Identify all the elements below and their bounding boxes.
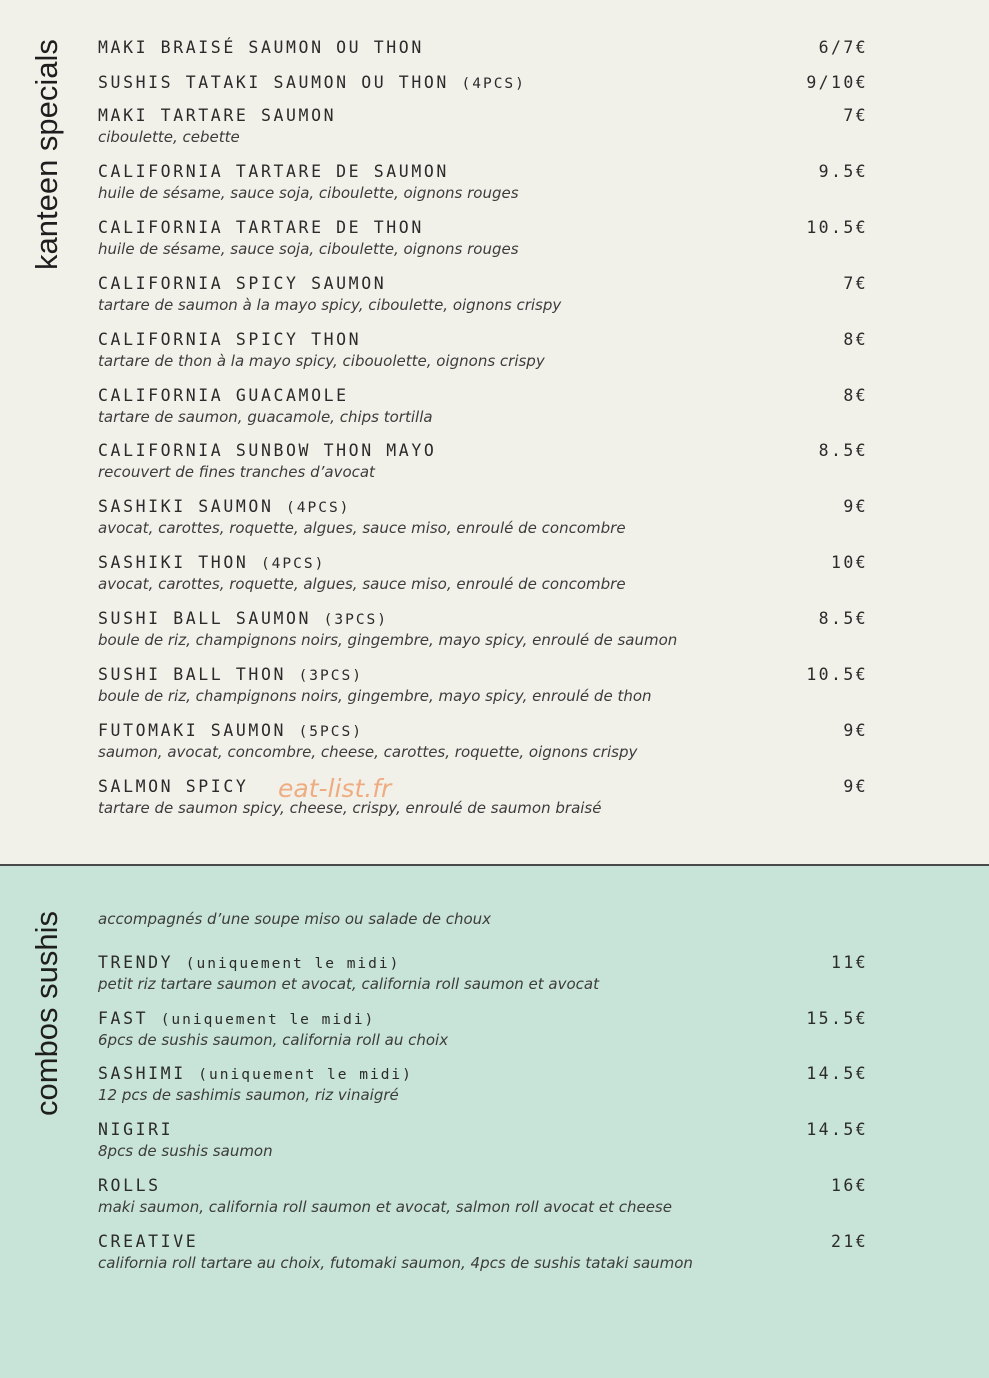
menu-item-title: TRENDY	[98, 953, 174, 972]
menu-item-qty: (3PCS)	[298, 668, 363, 684]
menu-item-name	[98, 73, 526, 94]
menu-item-description: maki saumon, california roll saumon et avocat, salmon roll avocat et cheese	[98, 1197, 672, 1216]
menu-item-description: tartare de saumon spicy, cheese, crispy, enroulé de saumon braisé	[98, 799, 602, 817]
menu-item-description: ciboulette, cebette	[98, 128, 240, 146]
menu-item-name	[98, 162, 449, 182]
menu-item-description: saumon, avocat, concombre, cheese, carottes, roquette, oignons crispy	[98, 743, 638, 761]
menu-item-name	[98, 721, 363, 742]
menu-item-qty: (3PCS)	[323, 612, 389, 628]
combos-sushis-title: combos sushis	[29, 910, 64, 1116]
menu-item-price: 21€	[830, 1231, 868, 1251]
menu-item-title: CALIFORNIA TARTARE DE SAUMON	[98, 162, 449, 181]
menu-item-title: CALIFORNIA SPICY THON	[98, 330, 362, 349]
menu-item-name	[98, 386, 349, 406]
menu-item-name	[98, 441, 436, 461]
menu-item-description: boule de riz, champignons noirs, gingembre, mayo spicy, enroulé de saumon	[98, 631, 678, 649]
menu-item-price: 9/10€	[806, 73, 868, 92]
menu-item-description: avocat, carottes, roquette, algues, sauce miso, enroulé de concombre	[98, 519, 626, 537]
menu-item-price: 10€	[830, 553, 868, 572]
menu-item-qty: (4PCS)	[260, 556, 326, 572]
menu-item-name	[98, 1176, 161, 1196]
menu-item-qty: (uniquement le midi)	[185, 956, 401, 972]
menu-item-qty: (uniquement le midi)	[198, 1067, 413, 1084]
menu-item-title: SALMON SPICY	[98, 777, 249, 796]
menu-item-price: 9.5€	[818, 162, 868, 181]
menu-item-name	[98, 38, 424, 58]
menu-item-price: 9€	[843, 721, 868, 740]
menu-item-title: CALIFORNIA GUACAMOLE	[98, 386, 349, 405]
menu-item-description: 6pcs de sushis saumon, california roll au choix	[98, 1030, 449, 1049]
menu-item-name	[98, 330, 361, 350]
menu-item-price: 10.5€	[806, 665, 868, 684]
menu-item-title: CALIFORNIA SUNBOW THON MAYO	[98, 441, 437, 460]
menu-item-price: 14.5€	[806, 1120, 868, 1140]
menu-item-title: NIGIRI	[98, 1120, 174, 1140]
menu-item-name	[98, 665, 363, 686]
menu-item-qty: (5PCS)	[298, 724, 363, 740]
menu-item-title: ROLLS	[98, 1175, 161, 1195]
menu-item-title: SASHIMI	[98, 1064, 186, 1084]
menu-item-title: CALIFORNIA SPICY SAUMON	[98, 274, 387, 293]
menu-item-price: 7€	[843, 274, 868, 293]
menu-item-qty: (4PCS)	[286, 500, 351, 516]
menu-item-description: huile de sésame, sauce soja, ciboulette, oignons rouges	[98, 184, 519, 202]
menu-item-price: 15.5€	[806, 1008, 868, 1028]
menu-item-description: tartare de saumon, guacamole, chips tortilla	[98, 408, 433, 426]
menu-item-price: 7€	[843, 106, 868, 125]
menu-item-description: california roll tartare au choix, futomaki saumon, 4pcs de sushis tataki saumon	[98, 1253, 693, 1272]
menu-item-qty: (uniquement le midi)	[160, 1011, 376, 1028]
menu-item-price: 8.5€	[818, 441, 868, 460]
menu-item-name	[98, 218, 424, 238]
menu-item-price: 8€	[843, 386, 868, 405]
combos-note: accompagnés d’une soupe miso ou salade de choux	[98, 910, 492, 928]
menu-item-qty: (4PCS)	[461, 76, 526, 92]
menu-item-title: SASHIKI THON	[98, 553, 249, 572]
menu-item-name	[98, 1064, 413, 1085]
menu-item-title: MAKI TARTARE SAUMON	[98, 106, 337, 125]
menu-item-title: FUTOMAKI SAUMON	[98, 721, 287, 740]
menu-item-price: 16€	[830, 1175, 868, 1195]
watermark: eat-list.fr	[278, 774, 392, 803]
kanteen-specials-title: kanteen specials	[29, 39, 64, 270]
menu-item-description: tartare de thon à la mayo spicy, cibouolette, oignons crispy	[98, 352, 545, 370]
menu-item-price: 14.5€	[806, 1064, 868, 1084]
menu-item-title: CALIFORNIA TARTARE DE THON	[98, 218, 424, 237]
menu-item-name	[98, 777, 248, 797]
menu-item-name	[98, 274, 386, 294]
menu-item-price: 11€	[830, 953, 868, 972]
menu-item-description: 8pcs de sushis saumon	[98, 1142, 273, 1161]
menu-item-title: SUSHIS TATAKI SAUMON OU THON	[98, 73, 449, 92]
menu-item-price: 9€	[843, 497, 868, 516]
menu-item-name	[98, 1120, 173, 1140]
menu-item-price: 6/7€	[818, 38, 868, 57]
menu-item-title: CREATIVE	[98, 1231, 199, 1251]
menu-item-name	[98, 497, 350, 518]
menu-item-title: MAKI BRAISÉ SAUMON OU THON	[98, 38, 424, 57]
menu-item-name	[98, 609, 388, 630]
menu-item-description: petit riz tartare saumon et avocat, california roll saumon et avocat	[98, 975, 599, 993]
menu-item-name	[98, 953, 400, 974]
menu-item-description: boule de riz, champignons noirs, gingembre, mayo spicy, enroulé de thon	[98, 687, 652, 705]
menu-item-description: 12 pcs de sashimis saumon, riz vinaigré	[98, 1086, 399, 1105]
menu-item-name	[98, 1009, 375, 1030]
menu-item-price: 8.5€	[818, 609, 868, 628]
menu-item-title: SASHIKI SAUMON	[98, 497, 274, 516]
menu-item-price: 10.5€	[806, 218, 868, 237]
menu-item-name	[98, 553, 325, 574]
menu-item-description: tartare de saumon à la mayo spicy, ciboulette, oignons crispy	[98, 296, 562, 314]
menu-item-description: avocat, carottes, roquette, algues, sauce miso, enroulé de concombre	[98, 575, 626, 593]
menu-item-title: SUSHI BALL THON	[98, 665, 287, 684]
menu-item-title: FAST	[98, 1008, 149, 1028]
menu-item-description: recouvert de fines tranches d’avocat	[98, 463, 375, 481]
menu-item-name	[98, 106, 336, 126]
menu-item-title: SUSHI BALL SAUMON	[98, 609, 312, 628]
menu-item-name	[98, 1232, 198, 1252]
menu-item-description: huile de sésame, sauce soja, ciboulette, oignons rouges	[98, 240, 519, 258]
menu-item-price: 9€	[843, 777, 868, 796]
menu-item-price: 8€	[843, 330, 868, 349]
